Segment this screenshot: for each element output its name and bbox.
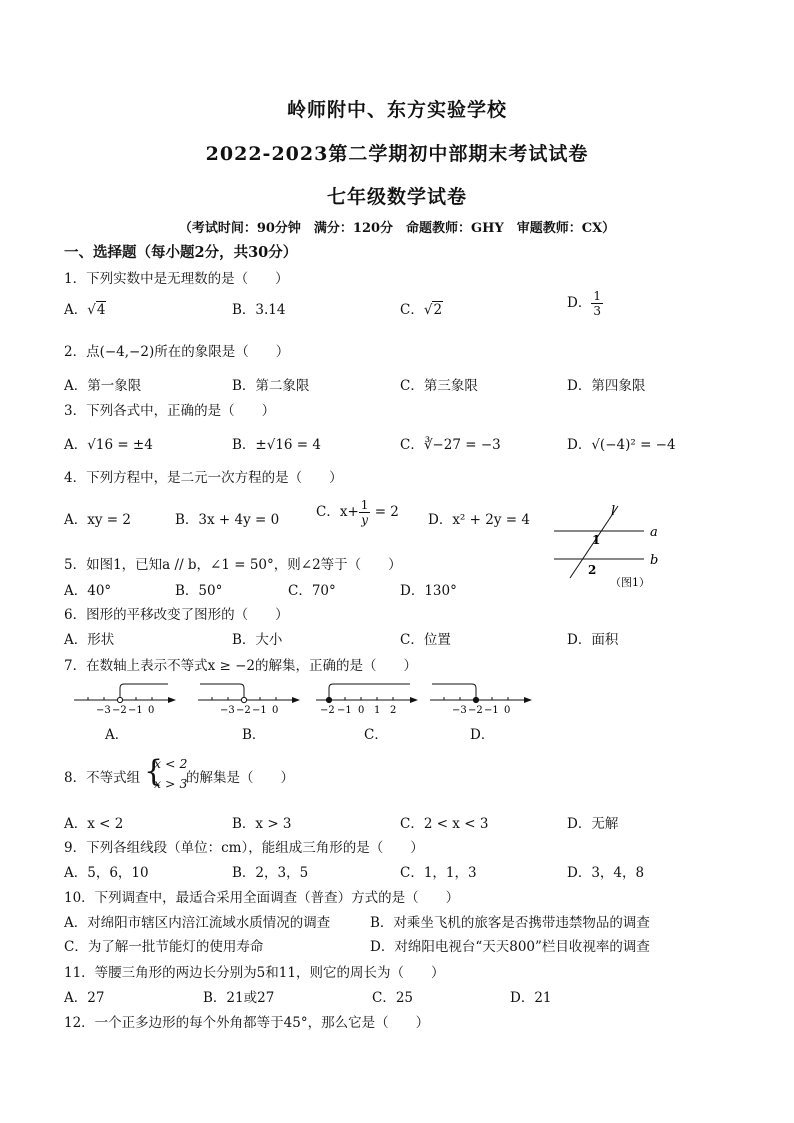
q5-option-a: A．40° bbox=[64, 583, 112, 599]
axis-b-tick-0: −3 bbox=[220, 705, 235, 716]
axis-d-tick-2: −1 bbox=[484, 705, 499, 716]
q4-option-a: A．xy = 2 bbox=[64, 512, 131, 528]
angle-2-label: 2 bbox=[588, 563, 597, 577]
number-line-a bbox=[70, 676, 180, 718]
q5-option-b: B．50° bbox=[175, 583, 223, 599]
q6-option-c: C．位置 bbox=[400, 632, 451, 648]
q5-option-d: D．130° bbox=[400, 583, 457, 599]
q1-option-c-label: C． bbox=[400, 302, 424, 318]
q2-option-a: A．第一象限 bbox=[64, 378, 142, 394]
axis-a-tick-3: 0 bbox=[148, 705, 155, 716]
q4-option-b: B．3x + 4y = 0 bbox=[175, 512, 280, 528]
q11-option-c: C．25 bbox=[372, 990, 414, 1006]
q1-option-b: B．3.14 bbox=[232, 302, 286, 318]
figure-1-parallel-lines bbox=[548, 500, 688, 595]
axis-c-tick-3: 1 bbox=[374, 705, 381, 716]
q5-option-c: C．70° bbox=[288, 583, 336, 599]
q8-condition-2: x > 3 bbox=[154, 776, 188, 791]
q8-option-b: B．x > 3 bbox=[232, 816, 292, 832]
q1-option-c: C．√2 bbox=[400, 302, 443, 318]
number-line-b bbox=[194, 676, 304, 718]
q1-option-a-label: A． bbox=[64, 302, 88, 318]
q8-brace: { bbox=[144, 754, 164, 789]
axis-c-tick-2: 0 bbox=[358, 705, 365, 716]
label-l: l bbox=[611, 504, 616, 519]
q4-option-c bbox=[316, 499, 399, 526]
q11-option-d: D．21 bbox=[510, 990, 552, 1006]
q4-c-prefix: C．x+ bbox=[316, 504, 359, 520]
q1-option-a: A．√4 bbox=[64, 302, 106, 318]
axis-d-tick-3: 0 bbox=[504, 705, 511, 716]
question-6-stem: 6．图形的平移改变了图形的（ ） bbox=[64, 607, 289, 623]
question-5-stem: 5．如图1，已知a // b，∠1 = 50°，则∠2等于（ ） bbox=[64, 557, 402, 573]
q7-option-a: A． bbox=[105, 727, 129, 743]
question-10-stem: 10．下列调查中，最适合采用全面调查（普查）方式的是（ ） bbox=[64, 890, 460, 906]
q11-option-a: A．27 bbox=[64, 990, 105, 1006]
axis-c-tick-4: 2 bbox=[390, 705, 397, 716]
axis-d-tick-0: −3 bbox=[452, 705, 467, 716]
axis-b-tick-2: −1 bbox=[252, 705, 267, 716]
q11-option-b: B．21或27 bbox=[203, 990, 275, 1006]
q8-option-a: A．x < 2 bbox=[64, 816, 124, 832]
q3-option-b: B．±√16 = 4 bbox=[232, 437, 321, 453]
q1-d-numerator: 1 bbox=[593, 289, 601, 303]
q4-option-d: D．x² + 2y = 4 bbox=[428, 512, 530, 528]
q1-option-d bbox=[567, 290, 603, 317]
axis-a-tick-2: −1 bbox=[128, 705, 143, 716]
question-7-stem: 7．在数轴上表示不等式x ≥ −2的解集，正确的是（ ） bbox=[64, 658, 417, 674]
q10-option-a: A．对绵阳市辖区内涪江流域水质情况的调查 bbox=[64, 915, 331, 931]
axis-a-tick-0: −3 bbox=[96, 705, 111, 716]
exam-title: 2022-2023第二学期初中部期末考试试卷 bbox=[205, 143, 589, 165]
q6-option-d: D．面积 bbox=[567, 632, 619, 648]
q2-option-b: B．第二象限 bbox=[232, 378, 310, 394]
q9-option-d: D．3，4，8 bbox=[567, 865, 645, 881]
q8-suffix: 的解集是（ ） bbox=[186, 770, 294, 786]
axis-c-tick-1: −1 bbox=[337, 705, 352, 716]
q1-option-d-label: D． bbox=[567, 295, 592, 311]
q4-c-fraction bbox=[359, 499, 371, 526]
q7-option-b: B． bbox=[242, 727, 266, 743]
q3-option-a: A．√16 = ±4 bbox=[64, 437, 153, 453]
q3-option-d: D．√(−4)² = −4 bbox=[567, 437, 676, 453]
label-a: a bbox=[650, 525, 658, 540]
q6-option-a: A．形状 bbox=[64, 632, 115, 648]
school-title: 岭师附中、东方实验学校 bbox=[286, 99, 507, 121]
subject-title: 七年级数学试卷 bbox=[326, 186, 467, 208]
q10-option-b: B．对乘坐飞机的旅客是否携带违禁物品的调查 bbox=[370, 915, 650, 931]
question-4-stem: 4．下列方程中，是二元一次方程的是（ ） bbox=[64, 470, 343, 486]
q1-option-c-radicand: 2 bbox=[433, 302, 443, 318]
q7-option-c: C． bbox=[364, 727, 388, 743]
q10-option-d: D．对绵阳电视台“天天800”栏目收视率的调查 bbox=[370, 939, 650, 955]
axis-b-tick-3: 0 bbox=[272, 705, 279, 716]
number-line-d bbox=[426, 676, 536, 718]
q3-option-c: C．∛−27 = −3 bbox=[400, 437, 501, 453]
axis-b-tick-1: −2 bbox=[236, 705, 251, 716]
q9-option-a: A．5，6，10 bbox=[64, 865, 149, 881]
question-3-stem: 3．下列各式中，正确的是（ ） bbox=[64, 403, 276, 419]
section-heading: 一、选择题（每小题2分，共30分） bbox=[64, 244, 298, 261]
q7-option-d: D． bbox=[470, 727, 495, 743]
question-9-stem: 9．下列各组线段（单位：cm），能组成三角形的是（ ） bbox=[64, 840, 424, 856]
axis-a-tick-1: −2 bbox=[112, 705, 127, 716]
q9-option-b: B．2，3，5 bbox=[232, 865, 309, 881]
axis-d-tick-1: −2 bbox=[468, 705, 483, 716]
q1-d-denominator: 3 bbox=[593, 304, 601, 318]
q2-option-d: D．第四象限 bbox=[567, 378, 646, 394]
number-line-c bbox=[312, 676, 422, 718]
q8-option-c: C．2 < x < 3 bbox=[400, 816, 489, 832]
label-b: b bbox=[650, 553, 659, 568]
q1-option-a-radicand: 4 bbox=[96, 302, 106, 318]
question-11-stem: 11．等腰三角形的两边长分别为5和11，则它的周长为（ ） bbox=[64, 965, 445, 981]
axis-c-tick-0: −2 bbox=[320, 705, 335, 716]
q4-c-numerator: 1 bbox=[360, 498, 369, 512]
question-1-stem: 1．下列实数中是无理数的是（ ） bbox=[64, 271, 289, 287]
q8-prefix: 8．不等式组 bbox=[64, 770, 141, 786]
q8-option-d: D．无解 bbox=[567, 816, 619, 832]
q4-c-denominator: y bbox=[361, 513, 368, 527]
question-2-stem: 2．点(−4,−2)所在的象限是（ ） bbox=[64, 344, 290, 360]
angle-1-label: 1 bbox=[592, 533, 601, 547]
q9-option-c: C．1，1，3 bbox=[400, 865, 477, 881]
exam-info: （考试时间：90分钟 满分：120分 命题教师：GHY 审题教师：CX） bbox=[178, 221, 616, 236]
q6-option-b: B．大小 bbox=[232, 632, 283, 648]
q10-option-c: C．为了解一批节能灯的使用寿命 bbox=[64, 939, 264, 955]
q8-condition-1: x < 2 bbox=[154, 756, 188, 771]
q4-c-suffix: = 2 bbox=[374, 504, 399, 520]
question-12-stem: 12．一个正多边形的每个外角都等于45°，那么它是（ ） bbox=[64, 1015, 430, 1031]
q1-option-d-fraction bbox=[591, 290, 603, 317]
q2-option-c: C．第三象限 bbox=[400, 378, 478, 394]
figure-1-caption: （图1） bbox=[610, 576, 650, 589]
